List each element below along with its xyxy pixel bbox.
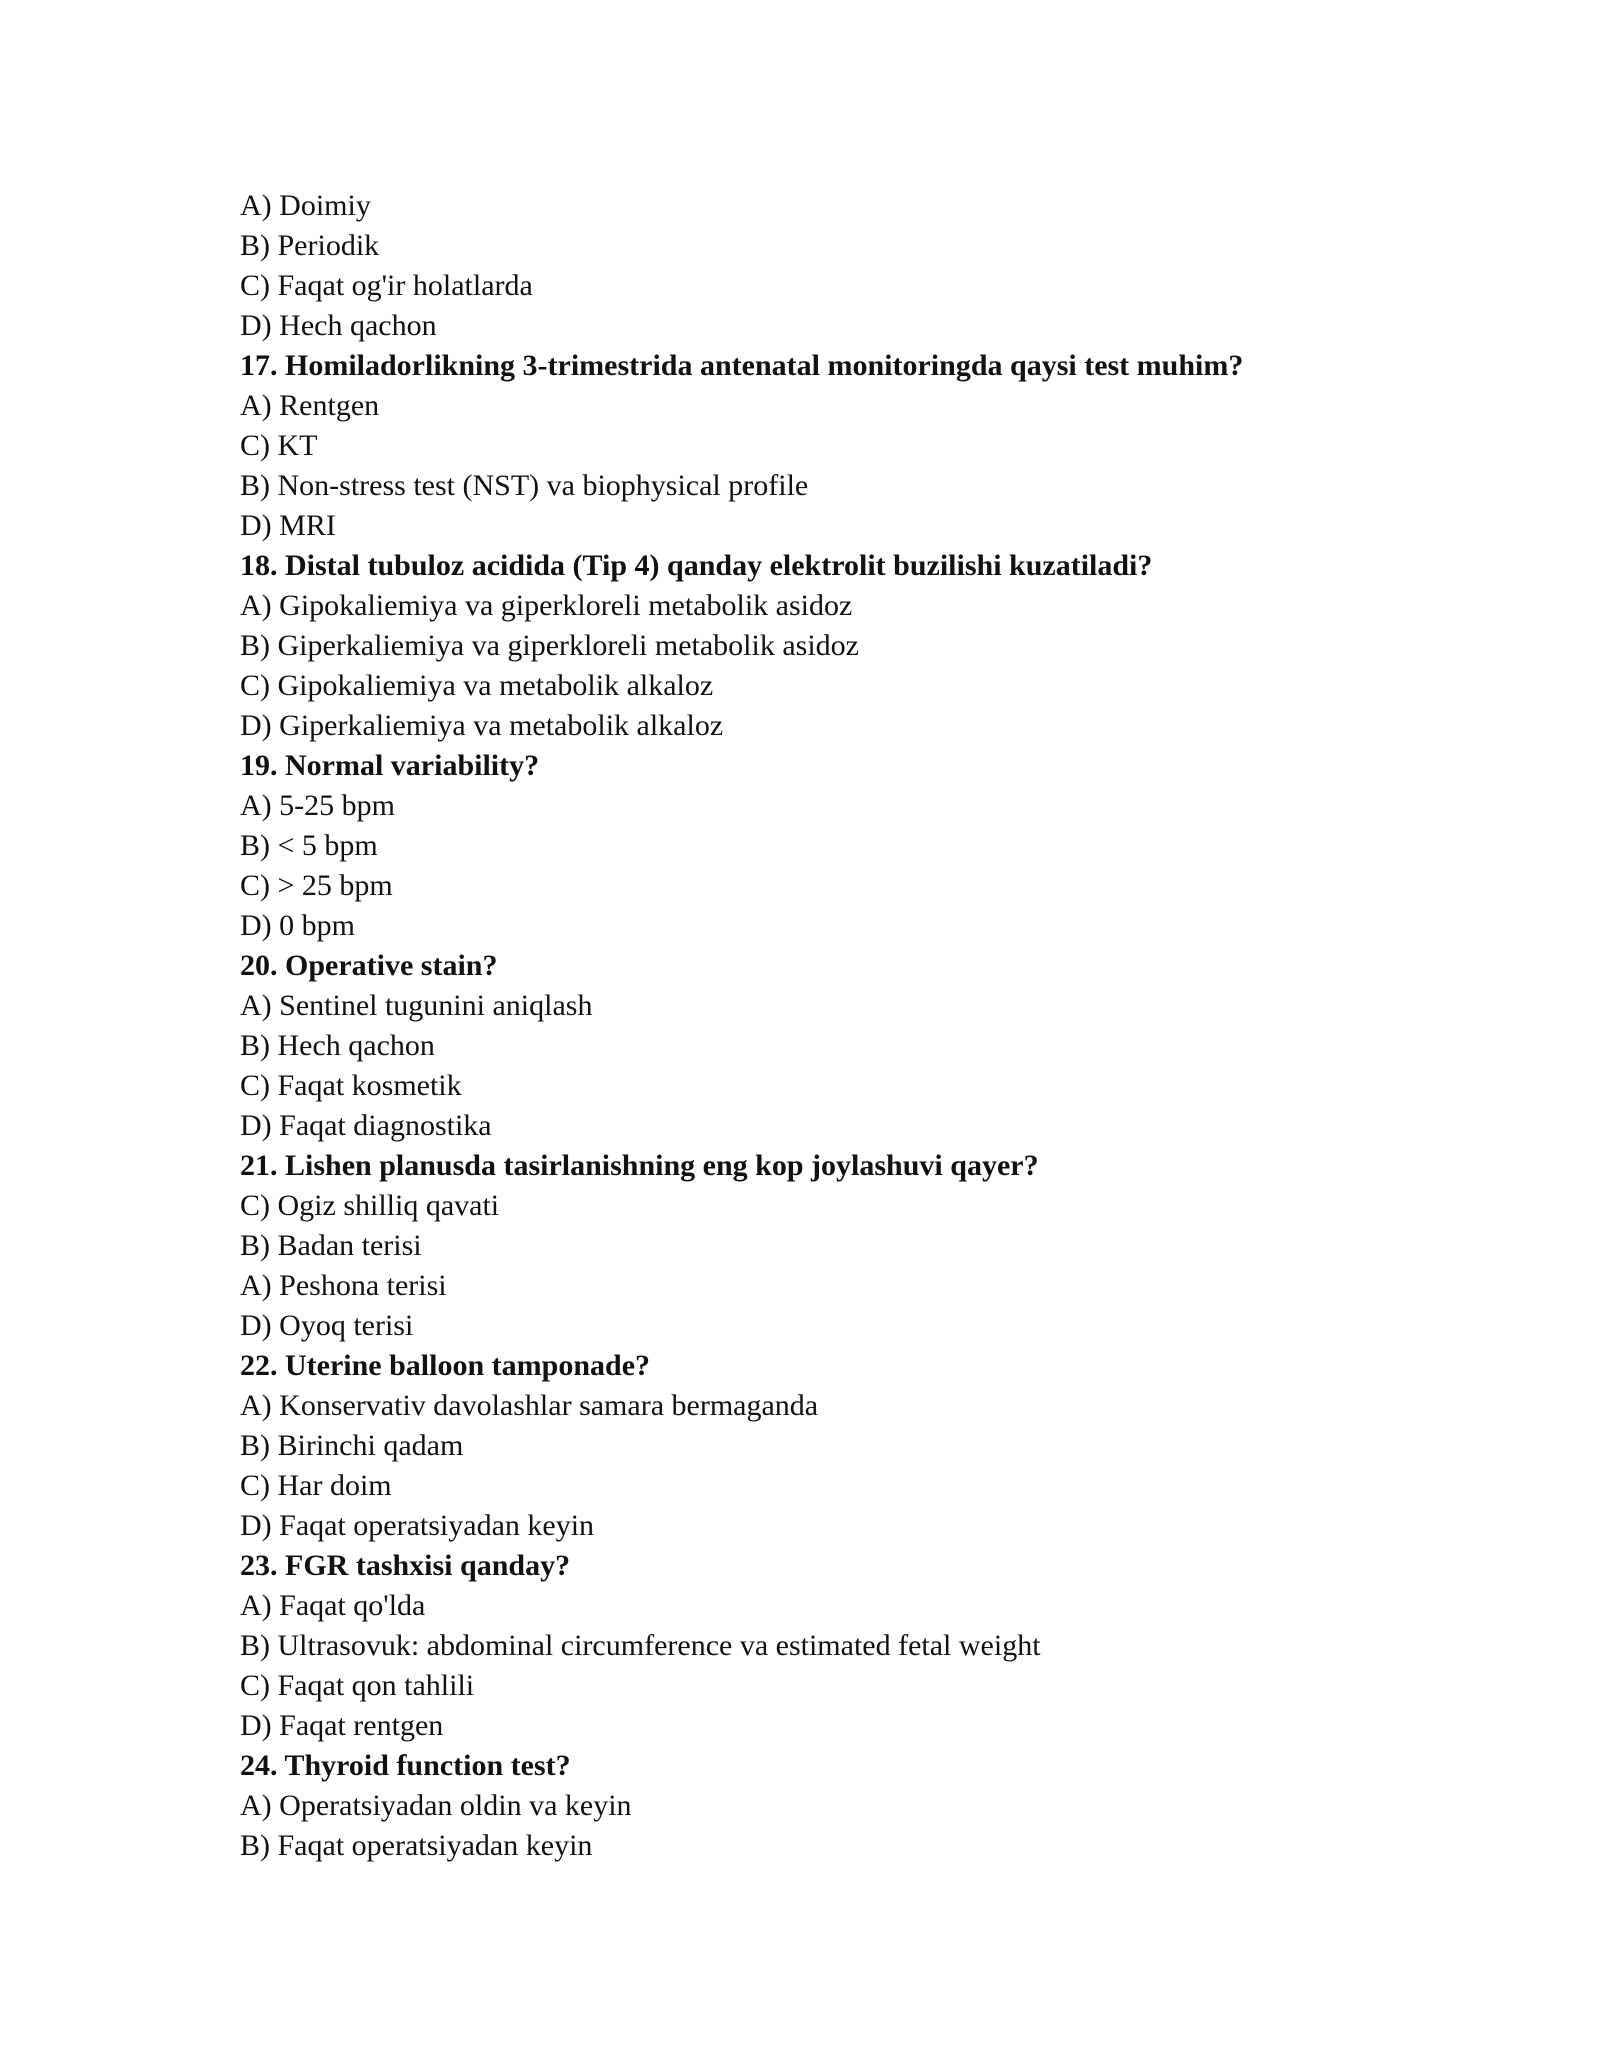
option-line: C) KT [240, 429, 318, 462]
option-line: D) Oyoq terisi [240, 1309, 414, 1342]
question-22: 22. Uterine balloon tamponade? [240, 1349, 651, 1382]
option-line: D) MRI [240, 509, 336, 542]
option-line: A) Konservativ davolashlar samara bermaganda [240, 1389, 819, 1422]
option-line: B) Ultrasovuk: abdominal circumference va estimated fetal weight [240, 1629, 1041, 1662]
option-line: A) Rentgen [240, 389, 380, 422]
option-line: B) Giperkaliemiya va giperkloreli metabolik asidoz [240, 629, 859, 662]
option-line: A) Peshona terisi [240, 1269, 447, 1302]
question-21: 21. Lishen planusda tasirlanishning eng kop joylashuvi qayer? [240, 1149, 1039, 1182]
option-line: C) Gipokaliemiya va metabolik alkaloz [240, 669, 714, 702]
option-line: B) < 5 bpm [240, 829, 378, 862]
option-line: A) Sentinel tugunini aniqlash [240, 989, 593, 1022]
option-line: B) Hech qachon [240, 1029, 435, 1062]
option-line: C) Faqat qon tahlili [240, 1669, 475, 1702]
option-line: D) Faqat diagnostika [240, 1109, 492, 1142]
question-20: 20. Operative stain? [240, 949, 498, 982]
option-line: B) Badan terisi [240, 1229, 422, 1262]
question-24: 24. Thyroid function test? [240, 1749, 571, 1782]
question-17: 17. Homiladorlikning 3-trimestrida antenatal monitoringda qaysi test muhim? [240, 349, 1244, 382]
option-line: A) Gipokaliemiya va giperkloreli metabolik asidoz [240, 589, 853, 622]
option-line: D) Giperkaliemiya va metabolik alkaloz [240, 709, 724, 742]
option-line: A) Faqat qo'lda [240, 1589, 426, 1622]
option-line: B) Periodik [240, 229, 380, 262]
option-line: B) Birinchi qadam [240, 1429, 464, 1462]
option-line: D) Faqat rentgen [240, 1709, 444, 1742]
option-line: A) Operatsiyadan oldin va keyin [240, 1789, 632, 1822]
option-line: C) > 25 bpm [240, 869, 393, 902]
option-line: D) 0 bpm [240, 909, 355, 942]
question-18: 18. Distal tubuloz acidida (Tip 4) qanday elektrolit buzilishi kuzatiladi? [240, 549, 1153, 582]
question-23: 23. FGR tashxisi qanday? [240, 1549, 571, 1582]
option-line: C) Har doim [240, 1469, 392, 1502]
option-line: C) Faqat kosmetik [240, 1069, 462, 1102]
option-line: C) Faqat og'ir holatlarda [240, 269, 533, 302]
option-line: B) Faqat operatsiyadan keyin [240, 1829, 593, 1862]
question-19: 19. Normal variability? [240, 749, 540, 782]
option-line: B) Non-stress test (NST) va biophysical profile [240, 469, 809, 502]
option-line: D) Faqat operatsiyadan keyin [240, 1509, 595, 1542]
option-line: A) Doimiy [240, 189, 371, 222]
option-line: C) Ogiz shilliq qavati [240, 1189, 500, 1222]
option-line: D) Hech qachon [240, 309, 437, 342]
option-line: A) 5-25 bpm [240, 789, 395, 822]
quiz-content [240, 186, 1440, 1866]
